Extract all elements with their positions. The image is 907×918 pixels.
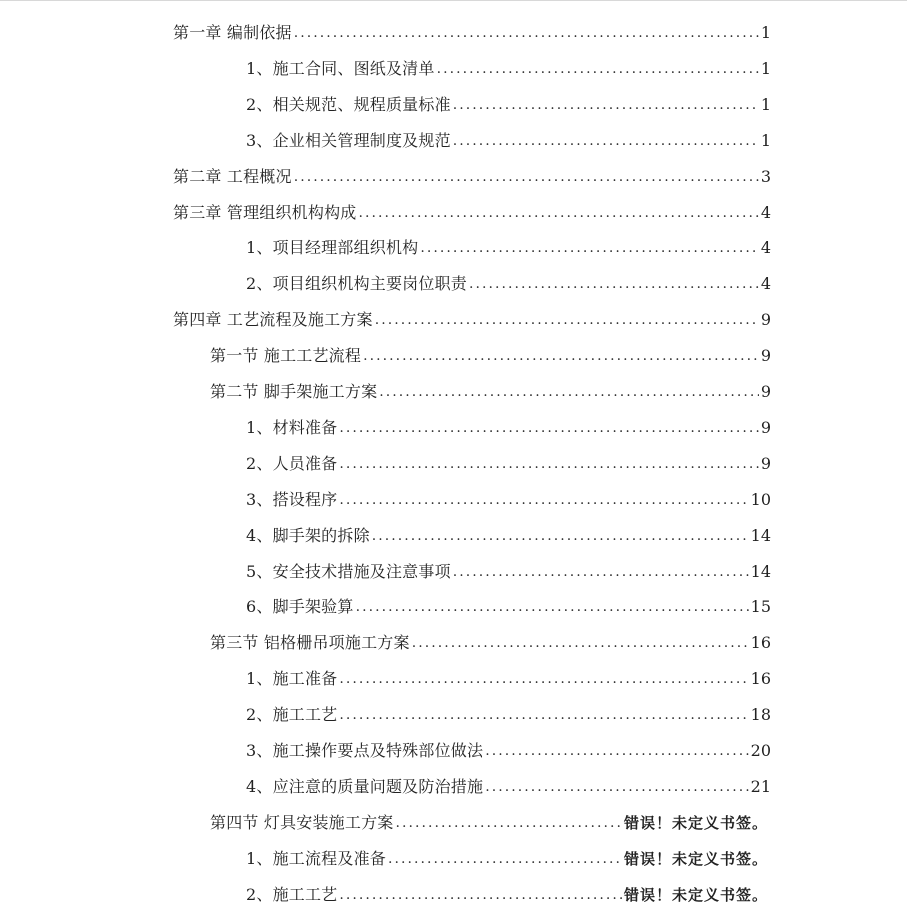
toc-entry-error: 错误！未定义书签。 <box>623 850 768 868</box>
toc-entry-page-number: 4 <box>760 274 771 293</box>
toc-entry-title: 2、相关规范、规程质量标准 <box>246 95 451 114</box>
dot-leader <box>339 886 622 904</box>
toc-entry[interactable] <box>246 55 771 79</box>
dot-leader <box>379 383 759 401</box>
dot-leader <box>363 347 759 365</box>
toc-entry[interactable] <box>246 845 768 869</box>
dot-leader <box>485 778 748 796</box>
toc-entry[interactable] <box>246 665 771 689</box>
toc-entry-title: 1、项目经理部组织机构 <box>246 238 419 257</box>
toc-entry-title: 1、施工流程及准备 <box>246 849 386 868</box>
toc-entry[interactable] <box>246 450 771 474</box>
toc-entry-title: 2、项目组织机构主要岗位职责 <box>246 274 467 293</box>
toc-entry-page-number: 1 <box>760 23 771 42</box>
toc-entry-title: 第四章 工艺流程及施工方案 <box>173 310 373 329</box>
toc-entry-title: 1、施工合同、图纸及清单 <box>246 59 435 78</box>
toc-entry-title: 4、应注意的质量问题及防治措施 <box>246 777 484 796</box>
toc-entry-page-number: 9 <box>760 418 771 437</box>
toc-entry-page-number: 9 <box>760 310 771 329</box>
toc-entry-page-number: 9 <box>760 346 771 365</box>
toc-entry[interactable] <box>246 701 771 725</box>
toc-entry[interactable] <box>210 378 771 402</box>
dot-leader <box>339 455 758 473</box>
toc-entry[interactable] <box>210 629 771 653</box>
toc-entry-title: 1、施工准备 <box>246 669 338 688</box>
toc-entry-page-number: 20 <box>750 741 771 760</box>
dot-leader <box>339 706 748 724</box>
toc-entry-title: 6、脚手架验算 <box>246 597 354 616</box>
toc-entry-page-number: 4 <box>760 238 771 257</box>
toc-entry-title: 4、脚手架的拆除 <box>246 526 370 545</box>
toc-entry-error: 错误！未定义书签。 <box>623 886 768 904</box>
toc-entry[interactable] <box>246 486 771 510</box>
toc-entry-page-number: 9 <box>760 382 771 401</box>
dot-leader <box>339 670 748 688</box>
dot-leader <box>453 132 759 150</box>
toc-entry-title: 第一章 编制依据 <box>173 23 292 42</box>
toc-entry-page-number: 1 <box>760 59 771 78</box>
toc-entry-page-number: 15 <box>750 597 771 616</box>
toc-entry[interactable] <box>246 558 771 582</box>
toc-entry-title: 3、企业相关管理制度及规范 <box>246 131 451 150</box>
toc-entry-title: 2、人员准备 <box>246 454 338 473</box>
dot-leader <box>372 527 749 545</box>
dot-leader <box>356 598 749 616</box>
toc-entry-title: 第一节 施工工艺流程 <box>210 346 362 365</box>
toc-entry[interactable] <box>173 199 771 223</box>
toc-entry-page-number: 9 <box>760 454 771 473</box>
toc-entry[interactable] <box>173 163 771 187</box>
toc-entry-title: 第三节 铝格栅吊项施工方案 <box>210 633 410 652</box>
toc-entry[interactable] <box>246 234 771 258</box>
dot-leader <box>388 850 622 868</box>
toc-entry-title: 2、施工工艺 <box>246 705 338 724</box>
dot-leader <box>453 563 749 581</box>
toc-entry-title: 1、材料准备 <box>246 418 338 437</box>
toc-entry-page-number: 10 <box>750 490 771 509</box>
toc-entry-title: 3、施工操作要点及特殊部位做法 <box>246 741 484 760</box>
dot-leader <box>339 419 758 437</box>
toc-entry-page-number: 14 <box>750 526 771 545</box>
toc-entry-page-number: 3 <box>760 167 771 186</box>
toc-entry[interactable] <box>173 19 771 43</box>
toc-entry-title: 3、搭设程序 <box>246 490 338 509</box>
toc-entry[interactable] <box>246 127 771 151</box>
toc-entry-title: 第三章 管理组织机构构成 <box>173 203 357 222</box>
toc-entry[interactable] <box>246 881 768 905</box>
dot-leader <box>294 24 759 42</box>
toc-entry-title: 2、施工工艺 <box>246 885 338 904</box>
toc-entry-title: 第二章 工程概况 <box>173 167 292 186</box>
dot-leader <box>453 96 759 114</box>
toc-entry[interactable] <box>246 270 771 294</box>
toc-entry-title: 第二节 脚手架施工方案 <box>210 382 378 401</box>
dot-leader <box>339 491 748 509</box>
toc-entry-page-number: 14 <box>750 562 771 581</box>
toc-entry[interactable] <box>246 91 771 115</box>
dot-leader <box>396 814 622 832</box>
toc-entry-title: 5、安全技术措施及注意事项 <box>246 562 451 581</box>
toc-entry[interactable] <box>246 737 771 761</box>
toc-entry-page-number: 16 <box>750 633 771 652</box>
dot-leader <box>420 239 758 257</box>
dot-leader <box>485 742 748 760</box>
toc-entry[interactable] <box>246 414 771 438</box>
dot-leader <box>469 275 759 293</box>
toc-entry[interactable] <box>246 773 771 797</box>
dot-leader <box>359 204 759 222</box>
toc-entry[interactable] <box>173 306 771 330</box>
toc-entry-page-number: 18 <box>750 705 771 724</box>
toc-entry[interactable] <box>210 342 771 366</box>
toc-entry[interactable] <box>210 809 768 833</box>
dot-leader <box>375 311 759 329</box>
toc-entry[interactable] <box>246 593 771 617</box>
toc-entry-page-number: 4 <box>760 203 771 222</box>
toc-entry-page-number: 1 <box>760 95 771 114</box>
toc-entry-title: 第四节 灯具安装施工方案 <box>210 813 394 832</box>
dot-leader <box>437 60 759 78</box>
toc-entry-page-number: 1 <box>760 131 771 150</box>
toc-entry-page-number: 21 <box>750 777 771 796</box>
dot-leader <box>294 168 759 186</box>
toc-entry-page-number: 16 <box>750 669 771 688</box>
toc-entry[interactable] <box>246 522 771 546</box>
toc-entry-error: 错误！未定义书签。 <box>623 814 768 832</box>
dot-leader <box>412 634 749 652</box>
